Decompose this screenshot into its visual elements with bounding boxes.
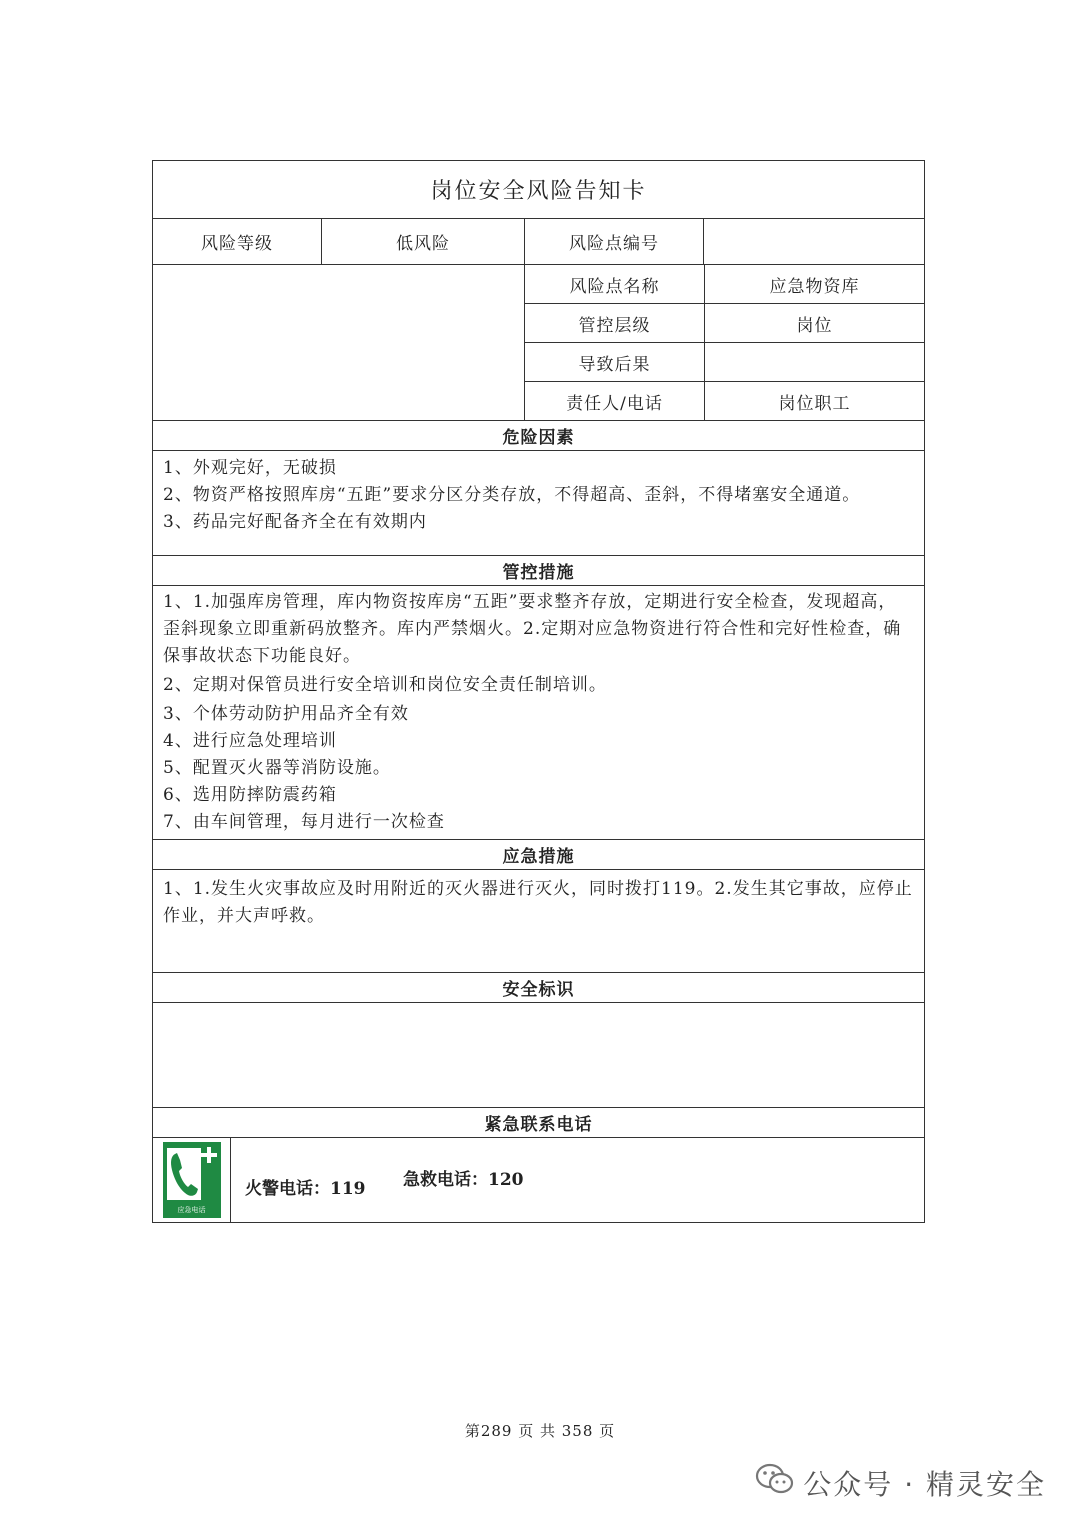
plus-icon [201, 1147, 217, 1163]
info-label: 责任人/电话 [566, 393, 663, 414]
contacts-body-row [153, 1137, 924, 1222]
list-item: 1、外观完好，无破损 [163, 458, 337, 478]
card-title: 岗位安全风险告知卡 [430, 179, 647, 204]
controls-body-row [153, 585, 924, 839]
list-item: 7、由车间管理，每月进行一次检查 [163, 812, 445, 832]
controls-header: 管控措施 [502, 563, 575, 583]
emergency-phone-sign-icon [163, 1142, 221, 1218]
page-footer: 第289 页 共 358 页 [464, 1422, 616, 1440]
phone-icon [167, 1148, 201, 1200]
controls-header-row [153, 555, 924, 585]
wechat-icon [755, 1462, 795, 1503]
watermark [755, 1462, 1046, 1503]
info-row-name [525, 265, 924, 303]
safety-signs-header-row [153, 972, 924, 1002]
list-item: 3、个体劳动防护用品齐全有效 [163, 704, 409, 724]
sign-cell [153, 1138, 231, 1222]
info-label: 管控层级 [578, 315, 651, 336]
info-table [524, 265, 924, 420]
info-value [704, 343, 924, 381]
hazards-list [153, 451, 924, 555]
info-label: 导致后果 [578, 354, 651, 375]
safety-signs-body-row [153, 1002, 924, 1107]
list-item: 1、1.加强库房管理，库内物资按库房“五距”要求整齐存放，定期进行安全检查，发现超高，歪斜现象立即重新码放整齐。库内严禁烟火。2.定期对应急物资进行符合性和完好性检查，确保事故状态下功能良好。 [163, 592, 902, 666]
list-item: 2、物资严格按照库房“五距”要求分区分类存放，不得超高、歪斜，不得堵塞安全通道。 [163, 485, 861, 505]
list-item: 2、定期对保管员进行安全培训和岗位安全责任制培训。 [163, 675, 607, 695]
contacts-header: 紧急联系电话 [484, 1115, 593, 1135]
fire-phone: 火警电话：119 [245, 1179, 366, 1199]
info-value: 岗位 [704, 304, 924, 342]
hazards-header-row [153, 420, 924, 450]
hazards-body-row [153, 450, 924, 555]
list-item: 5、配置灭火器等消防设施。 [163, 758, 391, 778]
info-value: 岗位职工 [704, 382, 924, 420]
controls-list [153, 586, 924, 839]
watermark-text: 公众号 · 精灵安全 [803, 1467, 1046, 1501]
list-item: 4、进行应急处理培训 [163, 731, 337, 751]
hazards-header: 危险因素 [502, 428, 575, 448]
safety-signs-area [153, 1003, 924, 1107]
sign-caption: 应急电话 [177, 1206, 206, 1214]
list-item: 6、选用防摔防震药箱 [163, 785, 337, 805]
emergency-text: 1、1.发生火灾事故应及时用附近的灭火器进行灭火，同时拨打119。2.发生其它事故，应停止作业，并大声呼救。 [163, 879, 913, 926]
risk-level-value: 低风险 [321, 219, 524, 264]
info-row-consequence [525, 342, 924, 381]
info-value: 应急物资库 [704, 265, 924, 303]
emergency-header-row [153, 839, 924, 869]
risk-point-no-value [703, 219, 924, 264]
emergency-header: 应急措施 [502, 847, 575, 867]
info-row-level [525, 303, 924, 342]
title-row [153, 161, 924, 218]
risk-point-no-label: 风险点编号 [524, 219, 703, 264]
phone-numbers [231, 1138, 924, 1222]
info-row-owner [525, 381, 924, 420]
contacts-header-row [153, 1107, 924, 1137]
risk-level-row [153, 218, 924, 264]
risk-notice-card [152, 160, 925, 1223]
aid-phone: 急救电话：120 [403, 1170, 524, 1190]
safety-signs-header: 安全标识 [502, 980, 575, 1000]
info-row [153, 264, 924, 420]
blank-area [153, 265, 524, 420]
emergency-body-row [153, 869, 924, 972]
risk-level-label: 风险等级 [201, 234, 273, 254]
info-label: 风险点名称 [569, 276, 660, 297]
list-item: 3、药品完好配备齐全在有效期内 [163, 512, 427, 532]
